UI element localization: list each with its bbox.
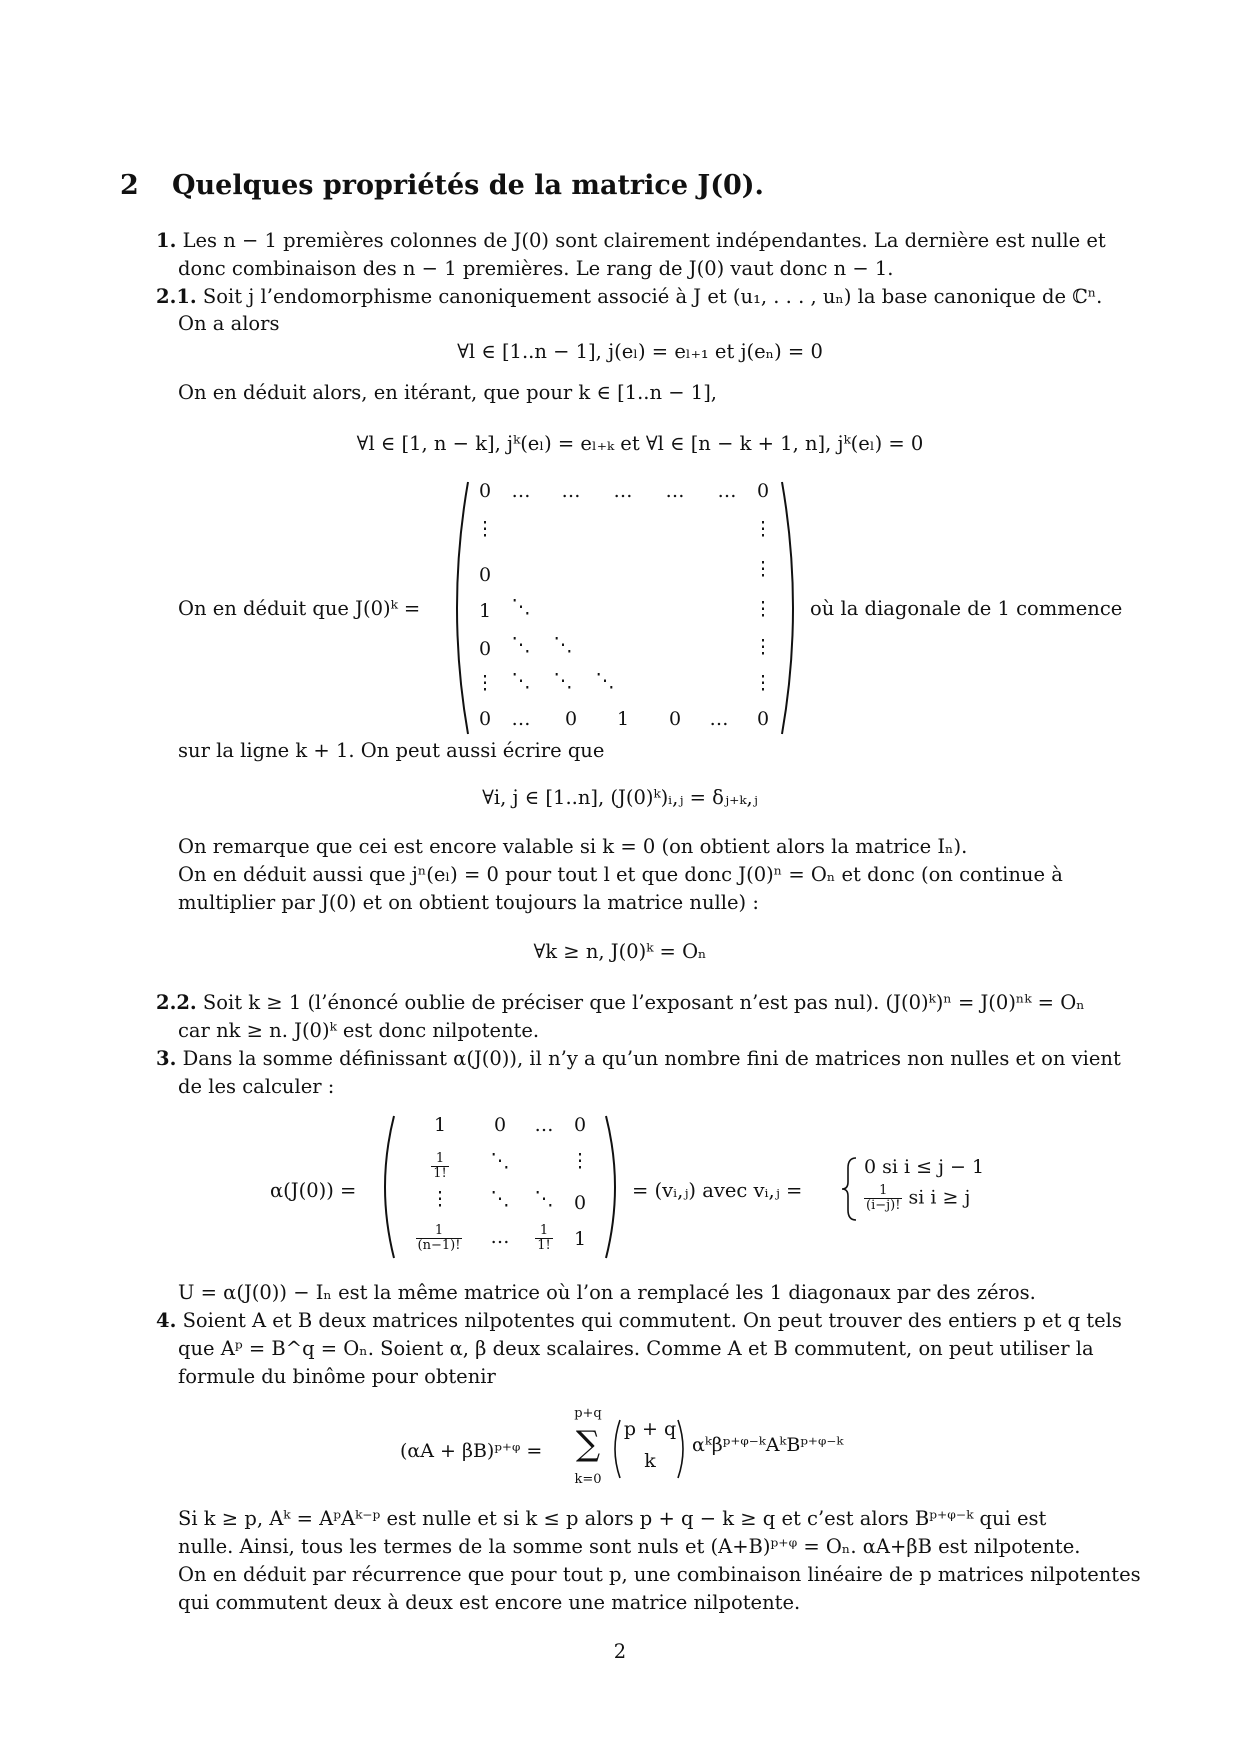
matrix-cell: ⋮ [753,558,773,580]
matrix-j0k [450,478,800,738]
matrix-1-left-text: On en déduit que J(0)ᵏ = [178,597,421,620]
numerator: 1 [535,1224,553,1239]
numerator: 1 [431,1152,449,1167]
item-text: Soient A et B deux matrices nilpotentes qui commutent. On peut trouver des entiers p et q tels [182,1309,1122,1332]
sum-lower-bound: k=0 [574,1472,602,1487]
matrix-cell: … [534,1114,554,1136]
matrix-cell: ⋮ [475,672,495,694]
matrix-cell: ⋱ [490,1188,510,1210]
matrix-cell: 1 [573,1228,587,1250]
item-label: 2.2. [156,991,197,1014]
numerator: 1 [864,1184,902,1199]
item-2-1-line-6: On en déduit aussi que jⁿ(eₗ) = 0 pour tout l et que donc J(0)ⁿ = Oₙ et donc (on continue à [178,863,1063,886]
matrix-cell: ⋮ [570,1150,590,1172]
matrix-cell: … [613,480,633,502]
item-2-2-line-2: car nk ≥ n. J(0)ᵏ est donc nilpotente. [178,1019,540,1042]
item-text: Soit k ≥ 1 (l’énoncé oublie de préciser que l’exposant n’est pas nul). (J(0)ᵏ)ⁿ = J(0)ⁿᵏ = Oₙ [202,991,1085,1014]
denominator: 1! [537,1238,551,1253]
section-number: 2 [120,170,139,201]
matrix-cell: 0 [668,708,682,730]
matrix-cell: ⋮ [430,1188,450,1210]
item-4-line-4: Si k ≥ p, Aᵏ = AᵖAᵏ⁻ᵖ est nulle et si k ≤ p alors p + q − k ≥ q et c’est alors Bᵖ⁺ᵠ⁻ᵏ qui est [178,1507,1047,1530]
item-3-line-3: U = α(J(0)) − Iₙ est la même matrice où l’on a remplacé les 1 diagonaux par des zéros. [178,1281,1036,1304]
item-4-line-5: nulle. Ainsi, tous les termes de la somme sont nuls et (A+B)ᵖ⁺ᵠ = Oₙ. αA+βB est nilpotente. [178,1535,1081,1558]
item-text: Les n − 1 premières colonnes de J(0) sont clairement indépendantes. La dernière est nulle et [182,229,1106,252]
binomial-top: p + q [623,1418,677,1440]
matrix-cell: 0 [756,708,770,730]
matrix-cell: ⋱ [490,1150,510,1172]
denominator: (n−1)! [417,1238,461,1253]
item-label: 1. [156,229,177,252]
matrix-cell [420,1152,460,1181]
item-2-1-line-1 [156,284,1102,310]
item-2-1-line-2: On a alors [178,312,280,335]
matrix-cell: ⋱ [511,634,531,656]
item-1-line-1 [156,228,1106,254]
matrix-cell: ⋮ [753,518,773,540]
matrix-cell: 0 [478,638,492,660]
matrix-cell: 0 [573,1114,587,1136]
matrix-cell: 1 [616,708,630,730]
matrix-cell: … [665,480,685,502]
matrix-cell: … [511,708,531,730]
item-4-line-1 [156,1308,1122,1334]
fraction [431,1152,449,1181]
item-2-1-line-3: On en déduit alors, en itérant, que pour k ∈ [1..n − 1], [178,381,718,404]
binomial-bottom: k [644,1450,656,1472]
matrix-cell: 0 [756,480,770,502]
matrix-cell: 0 [478,564,492,586]
sum-sign: ∑ [575,1424,601,1464]
item-label: 4. [156,1309,177,1332]
page-number: 2 [613,1640,627,1663]
matrix-2-left-text: α(J(0)) = [270,1179,357,1202]
matrix-cell: 0 [493,1114,507,1136]
matrix-cell: 0 [564,708,578,730]
fraction [535,1224,553,1253]
item-3-line-2: de les calculer : [178,1075,335,1098]
matrix-cell: … [709,708,729,730]
cases-brace [838,1154,862,1224]
matrix-cell: ⋮ [753,598,773,620]
matrix-cell: ⋱ [511,596,531,618]
matrix-cell: ⋮ [753,636,773,658]
denominator: (i−j)! [866,1198,901,1213]
item-label: 2.1. [156,285,197,308]
item-3-line-1 [156,1046,1121,1072]
item-text: Soit j l’endomorphisme canoniquement associé à J et (u₁, . . . , uₙ) la base canonique de ℂⁿ. [202,285,1103,308]
equation-5 [400,1406,920,1496]
section-title: Quelques propriétés de la matrice J(0). [172,170,764,201]
matrix-cell: ⋮ [475,518,495,540]
matrix-cell: … [490,1226,510,1248]
matrix-cell: … [561,480,581,502]
matrix-alpha-j0 [380,1112,620,1262]
item-1-line-2: donc combinaison des n − 1 premières. Le rang de J(0) vaut donc n − 1. [178,257,894,280]
fraction [864,1184,902,1213]
matrix-cell: 0 [573,1192,587,1214]
matrix-cell: ⋮ [753,672,773,694]
cases-definition [838,1154,1038,1224]
equation-2: ∀l ∈ [1, n − k], jᵏ(eₗ) = eₗ₊ₖ et ∀l ∈ [n − k + 1, n], jᵏ(eₗ) = 0 [356,432,924,455]
matrix-1-right-text: où la diagonale de 1 commence [810,597,1123,620]
equation-3: ∀i, j ∈ [1..n], (J(0)ᵏ)ᵢ,ⱼ = δⱼ₊ₖ,ⱼ [482,786,758,809]
fraction [416,1224,463,1253]
matrix-cell [524,1224,564,1253]
item-label: 3. [156,1047,177,1070]
case-2-condition: si i ≥ j [908,1186,971,1209]
matrix-cell: ⋱ [553,670,573,692]
item-4-line-3: formule du binôme pour obtenir [178,1365,496,1388]
matrix-cell: 0 [478,708,492,730]
matrix-cell: … [717,480,737,502]
matrix-cell: … [511,480,531,502]
case-2 [864,1184,970,1213]
item-2-1-line-5: On remarque que cei est encore valable si k = 0 (on obtient alors la matrice Iₙ). [178,835,968,858]
item-4-line-6: On en déduit par récurrence que pour tout p, une combinaison linéaire de p matrices nilpotentes [178,1563,1141,1586]
item-4-line-7: qui commutent deux à deux est encore une matrice nilpotente. [178,1591,801,1614]
item-2-1-line-7: multiplier par J(0) et on obtient toujours la matrice nulle) : [178,891,759,914]
matrix-2-mid-text: = (vᵢ,ⱼ) avec vᵢ,ⱼ = [632,1179,803,1202]
sum-upper-bound: p+q [574,1406,602,1421]
eq5-right: αᵏβᵖ⁺ᵠ⁻ᵏAᵏBᵖ⁺ᵠ⁻ᵏ [692,1434,844,1456]
section-heading [120,170,764,201]
matrix-cell: ⋱ [553,634,573,656]
denominator: 1! [433,1166,447,1181]
item-2-2-line-1 [156,990,1085,1016]
matrix-cell: ⋱ [511,670,531,692]
equation-1: ∀l ∈ [1..n − 1], j(eₗ) = eₗ₊₁ et j(eₙ) = 0 [457,340,823,363]
item-text: Dans la somme définissant α(J(0)), il n’y a qu’un nombre fini de matrices non nulles et on vient [182,1047,1121,1070]
matrix-cell [404,1224,474,1253]
numerator: 1 [416,1224,463,1239]
matrix-cell: ⋱ [534,1188,554,1210]
eq5-left: (αA + βB)ᵖ⁺ᵠ = [400,1440,543,1462]
matrix-cell: ⋱ [595,670,615,692]
equation-4: ∀k ≥ n, J(0)ᵏ = Oₙ [533,940,707,963]
case-1: 0 si i ≤ j − 1 [864,1156,985,1178]
matrix-cell: 0 [478,480,492,502]
item-4-line-2: que Aᵖ = B^q = Oₙ. Soient α, β deux scalaires. Comme A et B commutent, on peut utiliser la [178,1337,1094,1360]
item-2-1-line-4: sur la ligne k + 1. On peut aussi écrire que [178,739,605,762]
matrix-cell: 1 [433,1114,447,1136]
matrix-cell: 1 [478,600,492,622]
